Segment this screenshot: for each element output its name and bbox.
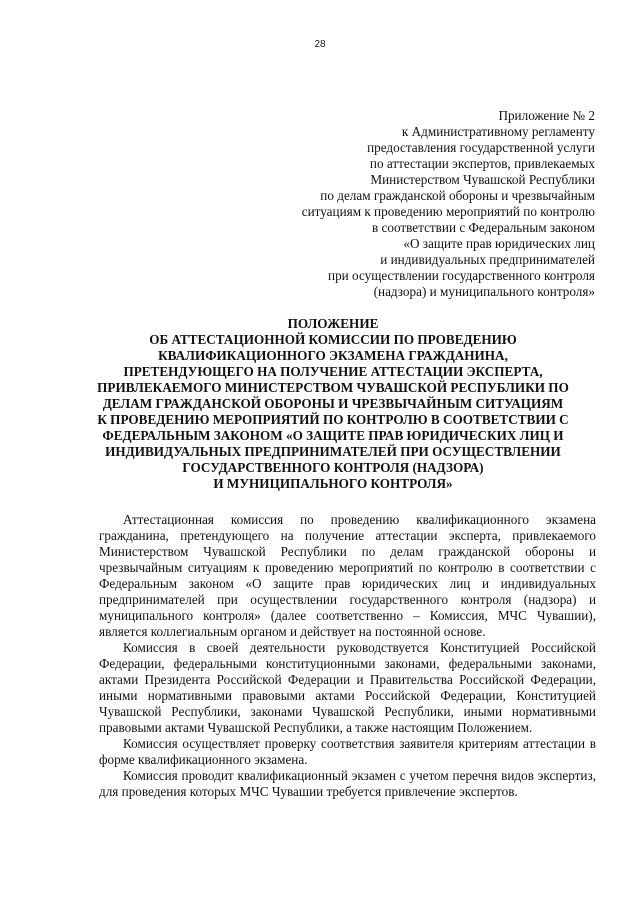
appendix-line: Министерством Чувашской Республики [370,172,595,187]
document-title [70,316,596,492]
appendix-line: по делам гражданской обороны и чрезвычайным [320,188,595,203]
title-line: ПРЕТЕНДУЮЩЕГО НА ПОЛУЧЕНИЕ АТТЕСТАЦИИ ЭКСПЕРТА, [123,364,543,379]
appendix-line: «О защите прав юридических лиц [403,236,595,251]
appendix-line: Приложение № 2 [498,108,595,123]
appendix-line: к Административному регламенту [401,124,595,139]
title-line: КВАЛИФИКАЦИОННОГО ЭКЗАМЕНА ГРАЖДАНИНА, [158,348,508,363]
paragraph: Аттестационная комиссия по проведению квалификационного экзамена гражданина, претендующего на получение аттестации эксперта, привлекаемого Министерством Чувашской Республики по делам гражданской обороны и чрезвычайным ситуациям к проведению мероприятий по контролю в соответствии с Федеральным законом «О защите прав юридических лиц и индивидуальных предпринимателей при осуществлении государственного контроля (надзора) и муниципального контроля» (далее соответственно – Комиссия, МЧС Чувашии), является коллегиальным органом и действует на постоянной основе. [99,512,596,639]
page-number: 28 [314,39,326,50]
appendix-header [195,108,595,300]
title-line: ФЕДЕРАЛЬНЫМ ЗАКОНОМ «О ЗАЩИТЕ ПРАВ ЮРИДИЧЕСКИХ ЛИЦ И [102,428,564,443]
title-line: ПОЛОЖЕНИЕ [287,316,379,331]
title-line: ДЕЛАМ ГРАЖДАНСКОЙ ОБОРОНЫ И ЧРЕЗВЫЧАЙНЫМ СИТУАЦИЯМ [102,396,564,411]
title-line: К ПРОВЕДЕНИЮ МЕРОПРИЯТИЙ ПО КОНТРОЛЮ В СООТВЕТСТВИИ С [97,412,569,427]
title-line: ИНДИВИДУАЛЬНЫХ ПРЕДПРИНИМАТЕЛЕЙ ПРИ ОСУЩЕСТВЛЕНИИ [105,444,561,459]
appendix-line: при осуществлении государственного контроля [328,268,595,283]
title-line: И МУНИЦИПАЛЬНОГО КОНТРОЛЯ» [213,476,453,491]
title-line: ГОСУДАРСТВЕННОГО КОНТРОЛЯ (НАДЗОРА) [182,460,484,475]
appendix-line: ситуациям к проведению мероприятий по контролю [301,204,595,219]
title-line: ОБ АТТЕСТАЦИОННОЙ КОМИССИИ ПО ПРОВЕДЕНИЮ [149,332,517,347]
document-body [99,512,596,800]
appendix-line: (надзора) и муниципального контроля» [373,284,595,299]
paragraph: Комиссия проводит квалификационный экзамен с учетом перечня видов экспертиз, для проведения которых МЧС Чувашии требуется привлечение экспертов. [99,768,596,799]
paragraph: Комиссия осуществляет проверку соответствия заявителя критериям аттестации в форме квалификационного экзамена. [99,736,596,767]
appendix-line: и индивидуальных предпринимателей [380,252,595,267]
appendix-line: по аттестации экспертов, привлекаемых [369,156,595,171]
paragraph: Комиссия в своей деятельности руководствуется Конституцией Российской Федерации, федеральными конституционными законами, федеральными законами, актами Президента Российской Федерации и Правительства Российской Федерации, иными нормативными правовыми актами Российской Федерации, Конституцией Чувашской Республики, законами Чувашской Республики, иными нормативными правовыми актами Чувашской Республики, а также настоящим Положением. [99,640,596,735]
appendix-line: предоставления государственной услуги [367,140,595,155]
appendix-line: в соответствии с Федеральным законом [371,220,595,235]
title-line: ПРИВЛЕКАЕМОГО МИНИСТЕРСТВОМ ЧУВАШСКОЙ РЕСПУБЛИКИ ПО [97,380,569,395]
